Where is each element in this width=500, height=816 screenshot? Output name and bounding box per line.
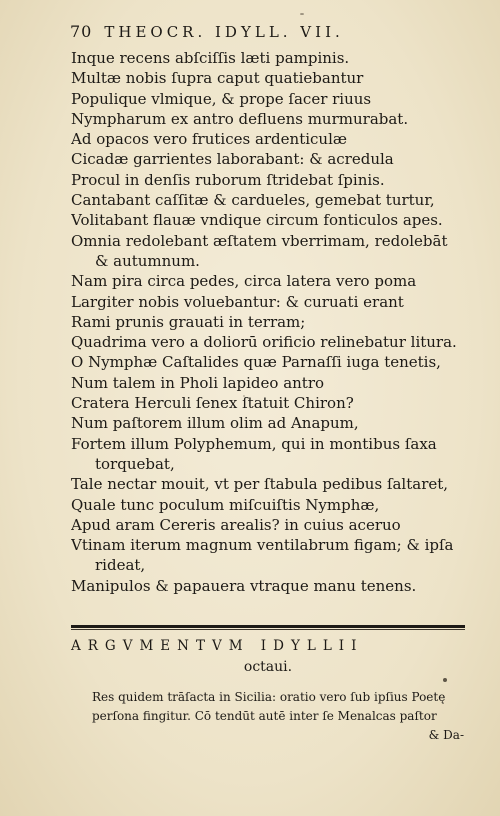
running-title: THEOCR. IDYLL. VII. <box>104 23 344 41</box>
page-header <box>70 22 470 44</box>
poem-line: Vtinam iterum magnum ventilabrum figam; & ipſa <box>71 536 454 555</box>
poem-line: Volitabant flauæ vndique circum fonticulos apes. <box>71 211 443 230</box>
argument-line: & Da- <box>428 728 464 742</box>
poem-line: rideat, <box>95 556 146 575</box>
poem-line: Multæ nobis ſupra caput quatiebantur <box>71 69 364 88</box>
poem-line: Ad opacos vero frutices ardenticulæ <box>71 130 347 149</box>
poem-line: Fortem illum Polyphemum, qui in montibus ſaxa <box>71 434 437 453</box>
section-divider-rule <box>71 625 465 628</box>
ink-speck <box>380 280 382 282</box>
page-number: 70 <box>70 22 93 41</box>
poem-line: Omnia redolebant æſtatem vberrimam, redolebāt <box>71 231 448 250</box>
argument-subheading: octaui. <box>243 659 293 675</box>
poem-line: Cantabant caſſitæ & cardueles, gemebat turtur, <box>71 191 435 210</box>
poem-line: Num talem in Pholi lapideo antro <box>71 373 325 392</box>
poem-line: Largiter nobis voluebantur: & curuati erant <box>71 292 404 311</box>
argument-heading: ARGVMENTVM IDYLLII <box>71 638 364 654</box>
poem-line: & autumnum. <box>95 251 200 270</box>
poem-line: O Nymphæ Caſtalides quæ Parnaſſi iuga tenetis, <box>71 353 441 372</box>
poem-line: Nympharum ex antro defluens murmurabat. <box>71 109 409 128</box>
ink-speck <box>443 678 447 682</box>
poem-line: torquebat, <box>95 454 175 473</box>
argument-text-block <box>92 688 464 745</box>
poem-line: Quadrima vero a doliorū orificio relinebatur litura. <box>71 333 457 352</box>
argument-line: perſona fingitur. Cō tendūt autē inter ſe Menalcas paſtor <box>92 709 437 723</box>
poem-line: Tale nectar mouit, vt per ſtabula pedibus ſaltaret, <box>71 475 449 494</box>
poem-text-block <box>71 48 466 596</box>
poem-line: Cratera Herculi ſenex ſtatuit Chiron? <box>71 394 354 413</box>
poem-line: Nam pira circa pedes, circa latera vero poma <box>71 272 417 291</box>
ink-speck <box>243 395 245 397</box>
poem-line: Manipulos & papauera vtraque manu tenens. <box>71 576 417 595</box>
poem-line: Procul in denſis ruborum ſtridebat ſpinis. <box>71 170 385 189</box>
poem-line: Inque recens abſciſſis læti pampinis. <box>71 49 350 67</box>
ink-speck <box>300 13 304 15</box>
poem-line: Populique vlmique, & prope ſacer riuus <box>71 89 372 108</box>
poem-line: Num paſtorem illum olim ad Anapum, <box>71 414 359 433</box>
poem-line: Quale tunc poculum miſcuiſtis Nymphæ, <box>71 495 380 514</box>
poem-line: Apud aram Cereris arealis? in cuius aceruo <box>71 515 401 534</box>
section-divider-rule-thin <box>71 629 465 630</box>
poem-line: Cicadæ garrientes laborabant: & acredula <box>71 150 394 169</box>
argument-line: Res quidem trāſacta in Sicilia: oratio vero ſub ipſius Poetę <box>92 690 446 704</box>
poem-line: Rami prunis grauati in terram; <box>71 312 306 331</box>
